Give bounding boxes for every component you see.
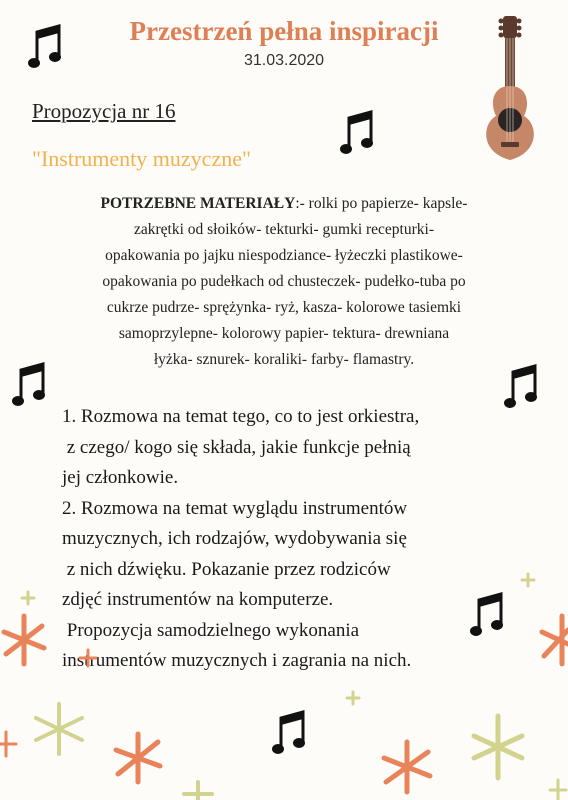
star-sparkle-icon [345,690,361,706]
star-sparkle-icon [520,572,536,588]
materials-heading: POTRZEBNE MATERIAŁY [100,195,296,212]
music-note-icon [504,362,538,414]
music-note-icon [12,360,46,412]
materials-line: opakowania po pudełkach od chusteczek- pudełko-tuba po [102,273,466,290]
star-sparkle-icon [30,700,88,758]
step-line: Propozycja samodzielnego wykonania [62,619,360,641]
star-sparkle-icon [78,648,98,668]
materials-line [45,191,523,217]
star-sparkle-icon [378,738,436,796]
materials-line: opakowania po jajku niespodziance- łyżeczki plastikowe- [105,247,463,264]
materials-paragraph [45,191,523,373]
star-sparkle-icon [470,712,526,782]
star-sparkle-icon [0,730,20,758]
step-line: muzycznych, ich rodzajów, wydobywania się [62,528,407,549]
page-title: Przestrzeń pełna inspiracji [129,16,439,46]
materials-line: łyżka- sznurek- koraliki- farby- flamastry. [153,351,415,368]
materials-line: samoprzylepne- kolorowy papier- tektura- drewniana [118,325,450,342]
music-note-icon [28,22,62,74]
step-line: 1. Rozmowa na temat tego, co to jest orkiestra, [62,406,420,427]
star-sparkle-icon [20,590,36,606]
date-label: 31.03.2020 [243,52,325,69]
materials-line: cukrze pudrze- sprężynka- ryż, kasza- kolorowe tasiemki [106,299,462,316]
music-note-icon [340,108,374,160]
steps-list [62,402,522,677]
star-sparkle-icon [540,610,568,670]
step-line: zdjęć instrumentów na komputerze. [62,589,334,610]
step-line: jej członkowie. [62,467,179,488]
star-sparkle-icon [548,778,568,800]
guitar-icon [476,12,546,164]
step-line: 2. Rozmowa na temat wyglądu instrumentów [62,497,408,519]
music-note-icon [272,708,306,760]
star-sparkle-icon [180,780,216,800]
proposal-number: Propozycja nr 16 [32,99,176,123]
star-sparkle-icon [0,610,48,670]
step-line: z nich dźwięku. Pokazanie przez rodziców [62,558,391,580]
step-line: instrumentów muzycznych i zagrania na nich. [62,650,412,671]
materials-line-text: :- rolki po papierze- kapsle- [295,195,468,212]
step-line: z czego/ kogo się składa, jakie funkcje pełnią [62,436,411,458]
topic-title: "Instrumenty muzyczne" [32,146,251,171]
materials-line: zakrętki od słoików- tekturki- gumki recepturki- [133,221,434,238]
music-note-icon [470,590,504,642]
star-sparkle-icon [110,728,166,788]
